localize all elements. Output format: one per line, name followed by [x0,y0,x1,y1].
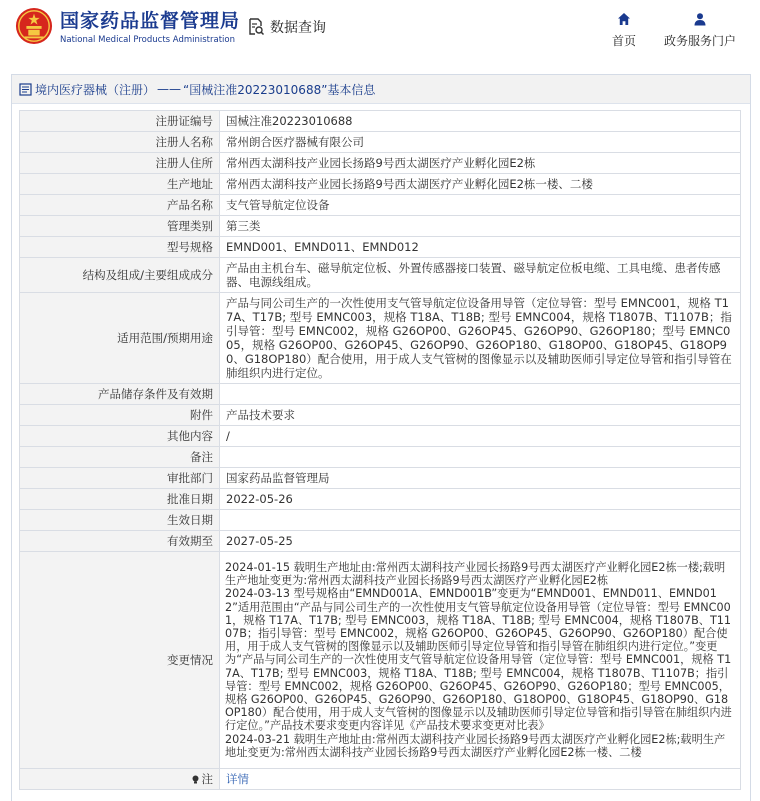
field-value: 第三类 [220,216,741,237]
field-label: 附件 [20,405,220,426]
field-value: 产品技术要求 [220,405,741,426]
table-row [20,769,741,790]
field-value: / [220,426,741,447]
nav-service-portal-label: 政务服务门户 [663,34,736,48]
site-header [0,0,760,62]
field-label: 变更情况 [20,552,220,769]
field-value: 国家药品监督管理局 [220,468,741,489]
field-value: 常州朗合医疗器械有限公司 [220,132,741,153]
field-value [220,384,741,405]
field-value: 常州西太湖科技产业园长扬路9号西太湖医疗产业孵化园E2栋一楼、二楼 [220,174,741,195]
field-label: 产品储存条件及有效期 [20,384,220,405]
table-row [20,216,741,237]
table-row [20,510,741,531]
field-label: 生效日期 [20,510,220,531]
table-row [20,405,741,426]
table-row [20,531,741,552]
table-row [20,293,741,384]
field-label: 产品名称 [20,195,220,216]
data-query-link[interactable] [247,17,326,37]
field-label: 注册证编号 [20,111,220,132]
field-label: 注册人名称 [20,132,220,153]
field-label: 审批部门 [20,468,220,489]
field-label: 管理类别 [20,216,220,237]
site-brand[interactable] [60,10,240,45]
data-query-label: 数据查询 [270,20,326,36]
field-value: 国械注准20223010688 [220,111,741,132]
lightbulb-icon [191,775,200,784]
field-label: 适用范围/预期用途 [20,293,220,384]
field-label: 结构及组成/主要组成成分 [20,258,220,293]
table-row [20,426,741,447]
field-value: EMND001、EMND011、EMND012 [220,237,741,258]
table-row [20,258,741,293]
site-name-cn: 国家药品监督管理局 [60,10,241,32]
registration-info-table [19,110,741,790]
field-value [220,447,741,468]
breadcrumb-record: “国械注准20223010688”基本信息 [183,82,376,97]
breadcrumb-separator: —— [157,82,182,96]
field-value: 产品由主机台车、磁导航定位板、外置传感器接口装置、磁导航定位板电缆、工具电缆、患者传感器、电源线组成。 [220,258,741,293]
table-row [20,174,741,195]
field-value: 2027-05-25 [220,531,741,552]
nav-home-label: 首页 [611,34,636,48]
breadcrumb-category[interactable]: 境内医疗器械（注册） [35,82,156,97]
field-value: 2022-05-26 [220,489,741,510]
home-icon [617,12,631,26]
breadcrumb [12,75,750,104]
field-label: 有效期至 [20,531,220,552]
nav-home[interactable] [606,12,642,49]
table-row [20,237,741,258]
table-row [20,132,741,153]
field-label [20,769,220,790]
table-row [20,468,741,489]
table-row [20,111,741,132]
nav-service-portal[interactable] [660,12,740,49]
document-search-icon [247,18,265,36]
details-link[interactable]: 详情 [226,772,249,786]
note-label: 注 [201,772,213,786]
field-value: 产品与同公司生产的一次性使用支气管导航定位设备用导管（定位导管：型号 EMNC001，规格 T17A、T17B; 型号 EMNC003，规格 T18A、T18B; 型号 EMNC004，规格 T1807B、T1107B；指引导管：型号 EMNC002，规格 G26OP00、G26OP45、G26OP90、G26OP180；型号 EMNC005，规格 G26OP00、G26OP45、G26OP90、G26OP180、G18OP00、G18OP45、G18OP90、G18OP180）配合使用，用于成人支气管树的图像显示以及辅助医师引导定位导管和指引导管在肺组织内进行定位。 [220,293,741,384]
field-label: 注册人住所 [20,153,220,174]
field-value [220,510,741,531]
field-value: 2024-01-15 载明生产地址由:常州西太湖科技产业园长扬路9号西太湖医疗产业孵化园E2栋一楼;载明生产地址变更为:常州西太湖科技产业园长扬路9号西太湖医疗产业孵化园E2栋 2024-03-13 型号规格由“EMND001A、EMND001B”变更为“EMND001、EMND011、EMND012”适用范围由“产品与同公司生产的一次性使用支气管导航定位设备用导管（定位导管：型号 EMNC001，规格 T17A、T17B; 型号 EMNC003，规格 T18A、T18B; 型号 EMNC004，规格 T1807B、T1107B；指引导管：型号 EMNC002，规格 G26OP00、G26OP45、G26OP90、G26OP180）配合使用，用于成人支气管树的图像显示以及辅助医师引导定位导管和指引导管在肺组织内进行定位。”变更为“产品与同公司生产的一次性使用支气管导航定位设备用导管（定位导管：型号 EMNC001，规格 T17A、T17B; 型号 EMNC003，规格 T18A、T18B; 型号 EMNC004，规格 T1807B、T1107B；指引导管：型号 EMNC002，规格 G26OP00、G26OP45、G26OP90、G26OP180；型号 EMNC005，规格 G26OP00、G26OP45、G26OP90、G26OP180、G18OP00、G18OP45、G18OP90、G18OP180）配合使用，用于成人支气管树的图像显示以及辅助医师引导定位导管和指引导管在肺组织内进行定位。”产品技术要求变更内容详见《产品技术要求变更对比表》 2024-03-21 载明生产地址由:常州西太湖科技产业园长扬路9号西太湖医疗产业孵化园E2栋;载明生产地址变更为:常州西太湖科技产业园长扬路9号西太湖医疗产业孵化园E2栋一楼、二楼 [220,552,741,769]
national-emblem-icon [15,7,53,45]
list-document-icon [19,83,32,96]
field-value: 常州西太湖科技产业园长扬路9号西太湖医疗产业孵化园E2栋 [220,153,741,174]
field-value: 支气管导航定位设备 [220,195,741,216]
table-row [20,447,741,468]
field-label: 型号规格 [20,237,220,258]
detail-panel [11,74,751,801]
field-value [220,769,741,790]
table-row [20,195,741,216]
field-label: 生产地址 [20,174,220,195]
field-label: 批准日期 [20,489,220,510]
table-row [20,489,741,510]
table-row [20,384,741,405]
table-row [20,552,741,769]
user-icon [693,12,707,26]
field-label: 备注 [20,447,220,468]
table-row [20,153,741,174]
field-label: 其他内容 [20,426,220,447]
site-name-en: National Medical Products Administration [60,35,235,45]
